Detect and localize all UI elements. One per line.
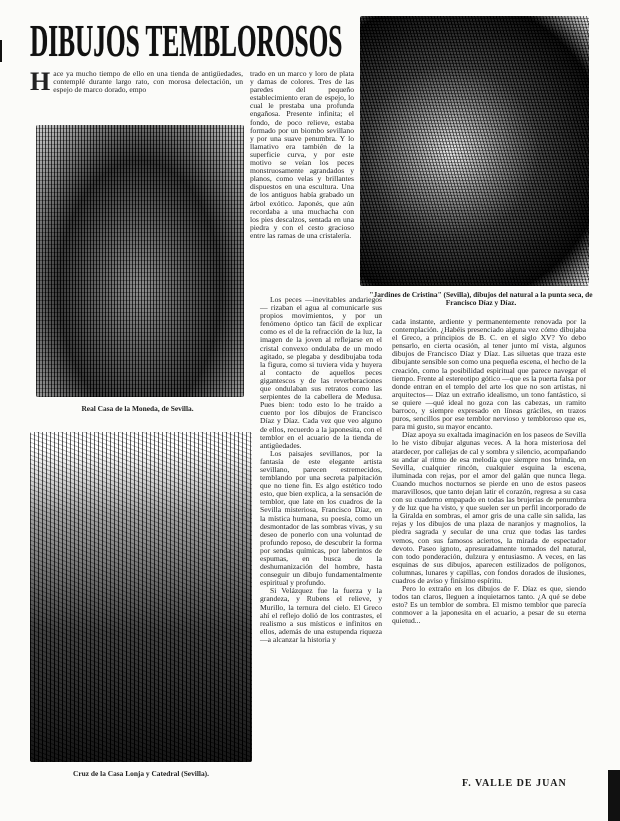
page-edge-mark [0, 40, 2, 62]
illustration-jardines-cristina [360, 16, 589, 286]
paragraph: Los paisajes sevillanos, por la fantasía de este elegante artista sevillano, parecen estremecidos, temblando por una secreta palpitación que no tiene fin. Es algo estético todo esto, que bien explica, a la sensación de temblor, que late en los cuadros de la Sevilla misteriosa, Francisco Díaz, en la mística humana, su poesía, como un desmontador de las sombras vivas, y su deseo de ponerlo con una voluntad de profundo reposo, de descubrir la forma por sendas químicas, por laberintos de espumas, en busca de la deshumanización del hombre, hasta conseguir un dibujo fundamentalmente espiritual y profundo. [260, 448, 382, 588]
author-signature: F. VALLE DE JUAN [462, 778, 567, 789]
paragraph: Si Velázquez fue la fuerza y la grandeza, y Rubens el relieve, y Murillo, la ternura del cielo. El Greco ahí el reflejo dolió de los contrastes, el realismo a sus místicos e infinitos en ellos, además de una estupenda riqueza —a alcanzar la historia y [260, 586, 382, 644]
caption-jardines-cristina: "Jardines de Cristina" (Sevilla), dibujos del natural a la punta seca, de Francisco Díaz y Díaz. [369, 290, 593, 308]
column-top-paragraph: trado en un marco y loro de plata y damas de colores. Tres de las paredes del pequeño establecimiento eran de espejo, lo cual le prestaba una profunda engañosa. Presente infinita; el fondo, de poco relieve, estaba formado por un biombo sevillano y por una suave penumbra. Y lo llamativo era también de la superficie curva, y por este motivo se veían los peces monstruosamente agrandados y planos, como velas y brillantes dispuestos en una escultura. Una de los antiguos había grabado un árbol exótico. Japonés, que aún recordaba a una muchacha con los pies descalzos, sentada en una piedra y con el cesto gracioso entre las ramas de una cristalería. [250, 69, 354, 240]
illustration-casa-lonja [30, 432, 252, 762]
paragraph: Pero lo extraño en los dibujos de F. Díaz es que, siendo todos tan claros, lleguen a inquietarnos tanto. ¿A qué se debe esto? Es un temblor de sombra. El mismo temblor que parecía conmover a la japonesita en el acuario, a pesar de su eterna quietud... [392, 584, 586, 626]
drop-cap: H [30, 67, 51, 96]
intro-text: ace ya mucho tiempo de ello en una tienda de antigüedades, contemplé durante largo rato, con morosa delectación, un espejo de marco dorado, empo [53, 69, 243, 95]
caption-casa-moneda: Real Casa de la Moneda, de Sevilla. [81, 404, 194, 413]
paragraph: cada instante, ardiente y permanentemente renovada por la contemplación. ¿Habéis presenciado alguna vez cómo dibujaba el Greco, a principios de B. C. en el siglo XV? Yo debo pensarlo, en cierta ocasión, al tener junto mí vista, algunos dibujos de Francisco Díaz y Díaz. Las siluetas que traza este dibujante sensible son como una pequeña escena, el hecho de la creación, como la posibilidad espiritual que parece navegar el tiempo. Frente al estereotipo gótico —que es la puerta falsa por donde entran en el templo del arte los que no son artistas, ni arquitectos— Díaz un extraño idealismo, un tono fantástico, si se quiere —qué ideal no goza con las cabezas, un ramito barroco, y siempre expresado en líneas gráciles, en trazos puros, sencillos por ese temblor nervioso y tembloroso que es, para mi gusto, su mayor encanto. [392, 317, 586, 432]
illustration-casa-moneda [36, 125, 244, 397]
caption-casa-lonja: Cruz de la Casa Lonja y Catedral (Sevilla). [73, 769, 209, 778]
column-top-text [250, 70, 354, 240]
paragraph: Díaz apoya su exaltada imaginación en los paseos de Sevilla lo he visto dibujar algunas veces. A la hora misteriosa del atardecer, por callejas de cal y sombra y silencio, acompañando su andar al ritmo de esa melodía que siempre nos brinda, en Sevilla, cualquier rincón, cualquier esquina la escena, iluminada con rejas, por el amor del galán que nunca llega. Cuando muchos nocturnos se pierde en uno de estos paseos maravillosos, que tanto dejan latir el corazón, regresa a su casa con su cuaderno empapado en todas las brujerías de penumbra y de luz que ha visto, y que suelen ser un perfil incorporado de la Giralda en sombras, el amor gris de una calle sin salida, las rejas y los dibujos de una plaza de naranjos y magnolios, la piedra sagrada y secular de una cruz que todas las tardes vemos, con sus famosos aciertos, la mirada de espectador devoto. Paseo ignoto, apresuradamente tomados del natural, con todo ponderación, dulzura y entusiasmo. A veces, en las esquinas de sus dibujos, aparecen estilizados de polígonos, columnas, lunares y capillas, con fondos dorados de ilusiones, cuadros de aviso y finísimo espíritu. [392, 430, 586, 585]
page-edge-mark [608, 770, 620, 821]
paragraph: Los peces —inevitables andariegos— rizaban el agua al comunicarle sus propios movimientos, y por un fenómeno óptico tan fácil de explicar como es el de la refracción de la luz, la imagen de la joven al reflejarse en el cristal convexo ondulaba de un modo agitado, se plegaba y desdibujaba toda la figura, como si tuviera vida y huyera al contacto de aquellos peces gigantescos y de las reverberaciones que ondulaban sus retratos como las serpientes de la cabellera de Medusa. Pues bien: todo esto lo he traído a cuento por los dibujos de Francisco Díaz y Díaz. Cada vez que veo alguno de ellos, recuerdo a la japonesita, con el temblor en el acuario de la tienda de antigüedades. [260, 295, 382, 450]
article-intro [30, 67, 243, 96]
column-middle-text [260, 296, 382, 644]
article-title: DIBUJOS TEMBLOROSOS [30, 15, 343, 66]
column-right-text [392, 318, 586, 626]
